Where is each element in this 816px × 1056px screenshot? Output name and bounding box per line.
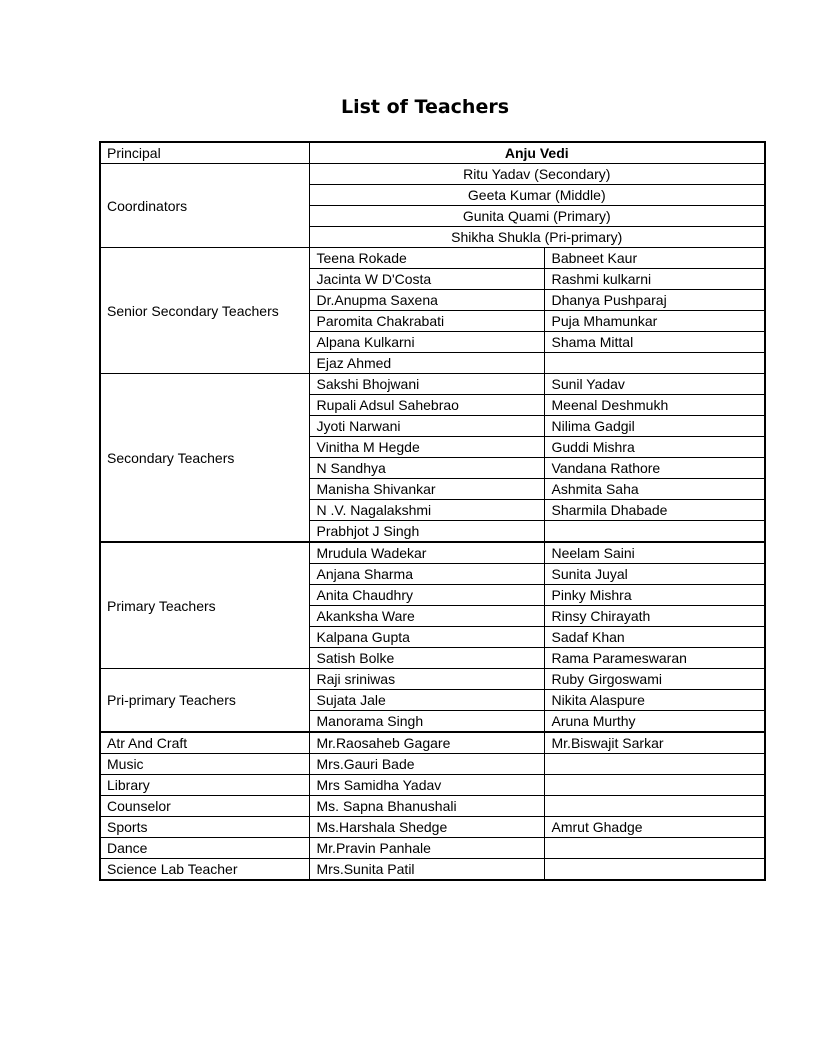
teacher-name: Dr.Anupma Saxena [309, 290, 544, 311]
teacher-name: Aruna Murthy [544, 711, 765, 733]
teacher-name: Amrut Ghadge [544, 817, 765, 838]
teacher-name: Vandana Rathore [544, 458, 765, 479]
teacher-name: Mrudula Wadekar [309, 542, 544, 564]
category-label: Sports [100, 817, 309, 838]
category-label: Senior Secondary Teachers [100, 248, 309, 374]
subject-row [100, 775, 765, 796]
teacher-name: Rashmi kulkarni [544, 269, 765, 290]
teacher-name: Teena Rokade [309, 248, 544, 269]
teacher-name: Pinky Mishra [544, 585, 765, 606]
category-label: Pri-primary Teachers [100, 669, 309, 733]
subject-row [100, 732, 765, 754]
teacher-name: Puja Mhamunkar [544, 311, 765, 332]
coordinator-name: Gunita Quami (Primary) [309, 206, 765, 227]
teacher-name: N .V. Nagalakshmi [309, 500, 544, 521]
category-label: Dance [100, 838, 309, 859]
category-label: Music [100, 754, 309, 775]
subject-row [100, 754, 765, 775]
teacher-name: Guddi Mishra [544, 437, 765, 458]
teacher-name: Raji sriniwas [309, 669, 544, 690]
teacher-name: Mr.Biswajit Sarkar [544, 732, 765, 754]
subject-row [100, 817, 765, 838]
teacher-name: Mrs.Sunita Patil [309, 859, 544, 881]
teacher-name: Rinsy Chirayath [544, 606, 765, 627]
senior-secondary-row [100, 248, 765, 269]
teacher-name: Sujata Jale [309, 690, 544, 711]
teacher-name: Sharmila Dhabade [544, 500, 765, 521]
teacher-name: Anjana Sharma [309, 564, 544, 585]
category-label: Primary Teachers [100, 542, 309, 669]
category-label: Secondary Teachers [100, 374, 309, 543]
teacher-name: Anita Chaudhry [309, 585, 544, 606]
teacher-name: Prabhjot J Singh [309, 521, 544, 543]
teacher-name [544, 521, 765, 543]
coordinator-name: Ritu Yadav (Secondary) [309, 164, 765, 185]
subject-row [100, 838, 765, 859]
teacher-name: Sunita Juyal [544, 564, 765, 585]
category-label: Science Lab Teacher [100, 859, 309, 881]
teacher-name [544, 775, 765, 796]
principal-name: Anju Vedi [309, 142, 765, 164]
teacher-name: Dhanya Pushparaj [544, 290, 765, 311]
teacher-name: Jacinta W D'Costa [309, 269, 544, 290]
teacher-name: Rama Parameswaran [544, 648, 765, 669]
category-label: Counselor [100, 796, 309, 817]
teacher-name: Mr.Raosaheb Gagare [309, 732, 544, 754]
teacher-name: Satish Bolke [309, 648, 544, 669]
teacher-name: Sunil Yadav [544, 374, 765, 395]
teacher-name: Ejaz Ahmed [309, 353, 544, 374]
coordinator-name: Geeta Kumar (Middle) [309, 185, 765, 206]
teacher-name: Ruby Girgoswami [544, 669, 765, 690]
teacher-name: Ms.Harshala Shedge [309, 817, 544, 838]
teacher-name: Mr.Pravin Panhale [309, 838, 544, 859]
teacher-name: Vinitha M Hegde [309, 437, 544, 458]
teacher-name: Rupali Adsul Sahebrao [309, 395, 544, 416]
teacher-name [544, 796, 765, 817]
subject-row [100, 796, 765, 817]
teacher-name: Sakshi Bhojwani [309, 374, 544, 395]
teachers-table [99, 141, 766, 881]
teacher-name: Ashmita Saha [544, 479, 765, 500]
teacher-name: Nilima Gadgil [544, 416, 765, 437]
pri-primary-row [100, 669, 765, 690]
secondary-row [100, 374, 765, 395]
teacher-name: Babneet Kaur [544, 248, 765, 269]
teacher-name: Ms. Sapna Bhanushali [309, 796, 544, 817]
primary-row [100, 542, 765, 564]
category-label: Atr And Craft [100, 732, 309, 754]
page-title: List of Teachers [340, 96, 510, 118]
teacher-name: Sadaf Khan [544, 627, 765, 648]
teacher-name: Kalpana Gupta [309, 627, 544, 648]
coordinator-name: Shikha Shukla (Pri-primary) [309, 227, 765, 248]
teacher-name: Paromita Chakrabati [309, 311, 544, 332]
teacher-name: Mrs Samidha Yadav [309, 775, 544, 796]
teacher-name: Mrs.Gauri Bade [309, 754, 544, 775]
teacher-name: Jyoti Narwani [309, 416, 544, 437]
coordinator-row [100, 164, 765, 185]
teacher-name: Alpana Kulkarni [309, 332, 544, 353]
teacher-name [544, 859, 765, 881]
category-label: Library [100, 775, 309, 796]
teacher-name: Manorama Singh [309, 711, 544, 733]
teacher-name: Manisha Shivankar [309, 479, 544, 500]
teacher-name: Nikita Alaspure [544, 690, 765, 711]
teacher-name [544, 838, 765, 859]
teacher-name: Shama Mittal [544, 332, 765, 353]
category-label: Principal [100, 142, 309, 164]
subject-row [100, 859, 765, 881]
teacher-name [544, 754, 765, 775]
principal-row [100, 142, 765, 164]
teacher-name: Akanksha Ware [309, 606, 544, 627]
teacher-name: Neelam Saini [544, 542, 765, 564]
teacher-name: N Sandhya [309, 458, 544, 479]
teacher-name [544, 353, 765, 374]
teacher-name: Meenal Deshmukh [544, 395, 765, 416]
category-label: Coordinators [100, 164, 309, 248]
